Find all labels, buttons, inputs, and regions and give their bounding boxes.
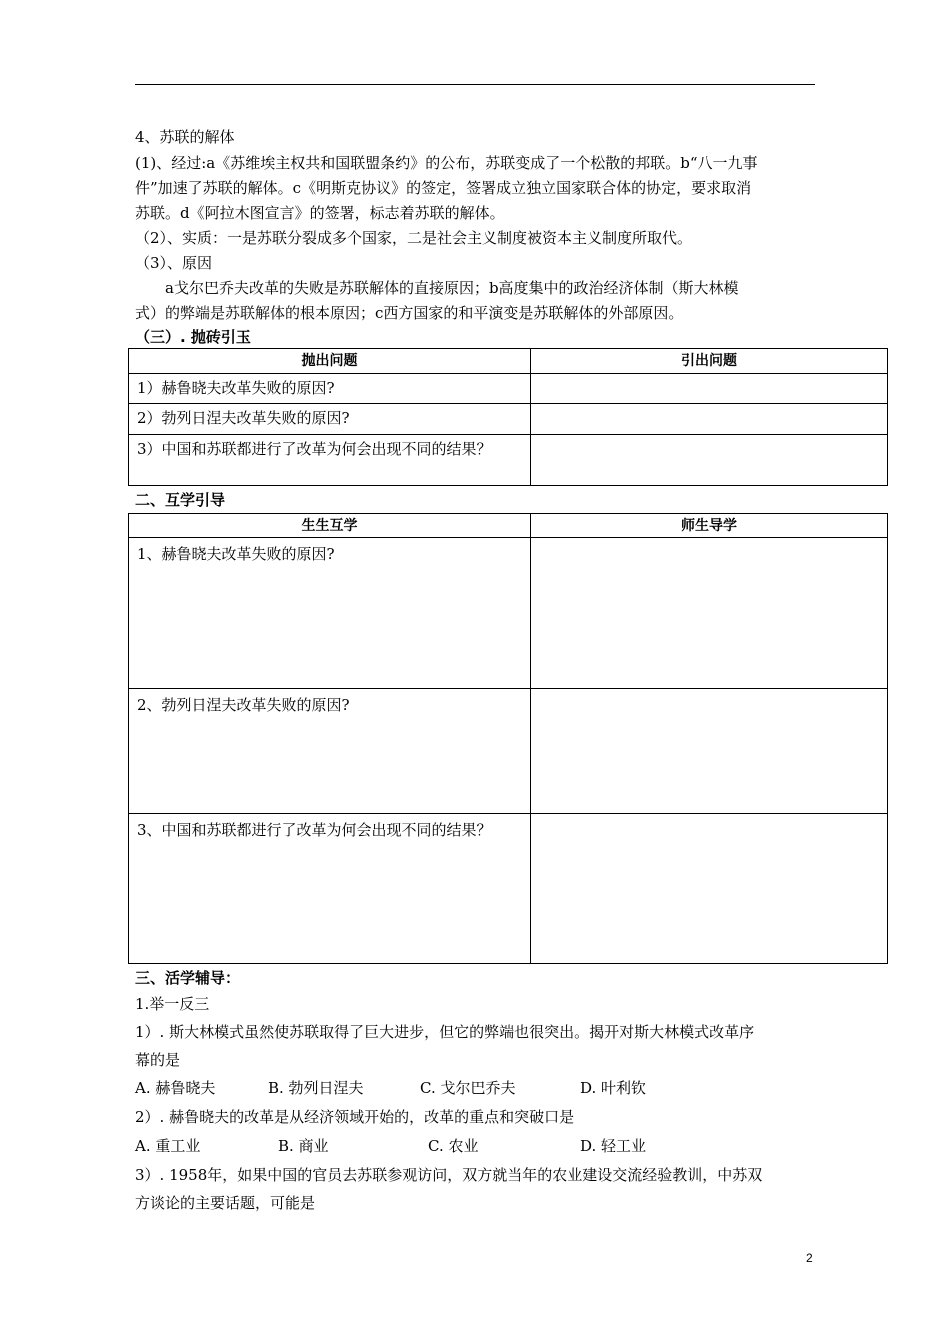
pzyy-row2-answer[interactable]: [531, 404, 888, 435]
section-pzyy-heading: （三）. 抛砖引玉: [135, 328, 251, 346]
section4-p4-line1: a戈尔巴乔夫改革的失败是苏联解体的直接原因；b高度集中的政治经济体制（斯大林模: [165, 279, 739, 297]
hxyd-row1-answer[interactable]: [531, 538, 888, 689]
section4-p4-line2: 式）的弊端是苏联解体的根本原因；c西方国家的和平演变是苏联解体的外部原因。: [135, 304, 684, 322]
q1-option-c[interactable]: C. 戈尔巴乔夫: [420, 1079, 516, 1097]
page-number: 2: [806, 1251, 813, 1265]
section4-p2: （2）、实质：一是苏联分裂成多个国家，二是社会主义制度被资本主义制度所取代。: [135, 229, 693, 247]
pzyy-row1-answer[interactable]: [531, 374, 888, 404]
q1-option-d[interactable]: D. 叶利钦: [580, 1079, 647, 1097]
q3-line2: 方谈论的主要话题，可能是: [135, 1194, 316, 1212]
pzyy-col2-header: 引出问题: [531, 349, 888, 374]
q3-line1: 3）. 1958年，如果中国的官员去苏联参观访问，双方就当年的农业建设交流经验教训，中苏双: [135, 1166, 763, 1184]
q2-option-b[interactable]: B. 商业: [278, 1137, 329, 1155]
pzyy-row1-question: 1）赫鲁晓夫改革失败的原因?: [129, 374, 531, 404]
hxyd-row2-question: 2、勃列日涅夫改革失败的原因?: [129, 689, 531, 814]
hxyd-row2-answer[interactable]: [531, 689, 888, 814]
hxyd-row1-question: 1、赫鲁晓夫改革失败的原因?: [129, 538, 531, 689]
pzyy-table: [128, 348, 888, 486]
q1-line1: 1）. 斯大林模式虽然使苏联取得了巨大进步，但它的弊端也很突出。揭开对斯大林模式改革序: [135, 1023, 755, 1041]
q1-line2: 幕的是: [135, 1051, 181, 1069]
pzyy-row3-question: 3）中国和苏联都进行了改革为何会出现不同的结果？: [129, 435, 531, 486]
q2-option-a[interactable]: A. 重工业: [135, 1137, 201, 1155]
header-rule: [135, 84, 815, 85]
section-hxyd-heading: 二、互学引导: [135, 491, 226, 509]
q2-option-c[interactable]: C. 农业: [428, 1137, 479, 1155]
pzyy-row3-answer[interactable]: [531, 435, 888, 486]
pzyy-col1-header: 抛出问题: [129, 349, 531, 374]
section4-p1-line1: (1)、经过:a《苏维埃主权共和国联盟条约》的公布，苏联变成了一个松散的邦联。b“八一九事: [135, 154, 758, 172]
section4-heading: 4、苏联的解体: [135, 128, 235, 146]
section-hxfd-heading: 三、活学辅导：: [135, 969, 241, 987]
q2-option-d[interactable]: D. 轻工业: [580, 1137, 647, 1155]
hxfd-sub-heading: 1.举一反三: [135, 995, 210, 1013]
hxyd-row3-question: 3、中国和苏联都进行了改革为何会出现不同的结果？: [129, 814, 531, 964]
hxyd-table: [128, 513, 888, 964]
pzyy-row2-question: 2）勃列日涅夫改革失败的原因?: [129, 404, 531, 435]
section4-p1-line3: 苏联。d《阿拉木图宣言》的签署，标志着苏联的解体。: [135, 204, 505, 222]
section4-p1-line2: 件”加速了苏联的解体。c《明斯克协议》的签定，签署成立独立国家联合体的协定，要求取消: [135, 179, 752, 197]
q1-option-b[interactable]: B. 勃列日涅夫: [268, 1079, 364, 1097]
hxyd-row3-answer[interactable]: [531, 814, 888, 964]
section4-p3: （3）、原因: [135, 254, 213, 272]
hxyd-col2-header: 师生导学: [531, 514, 888, 538]
hxyd-col1-header: 生生互学: [129, 514, 531, 538]
q2-text: 2）. 赫鲁晓夫的改革是从经济领域开始的，改革的重点和突破口是: [135, 1108, 575, 1126]
q1-option-a[interactable]: A. 赫鲁晓夫: [135, 1079, 216, 1097]
